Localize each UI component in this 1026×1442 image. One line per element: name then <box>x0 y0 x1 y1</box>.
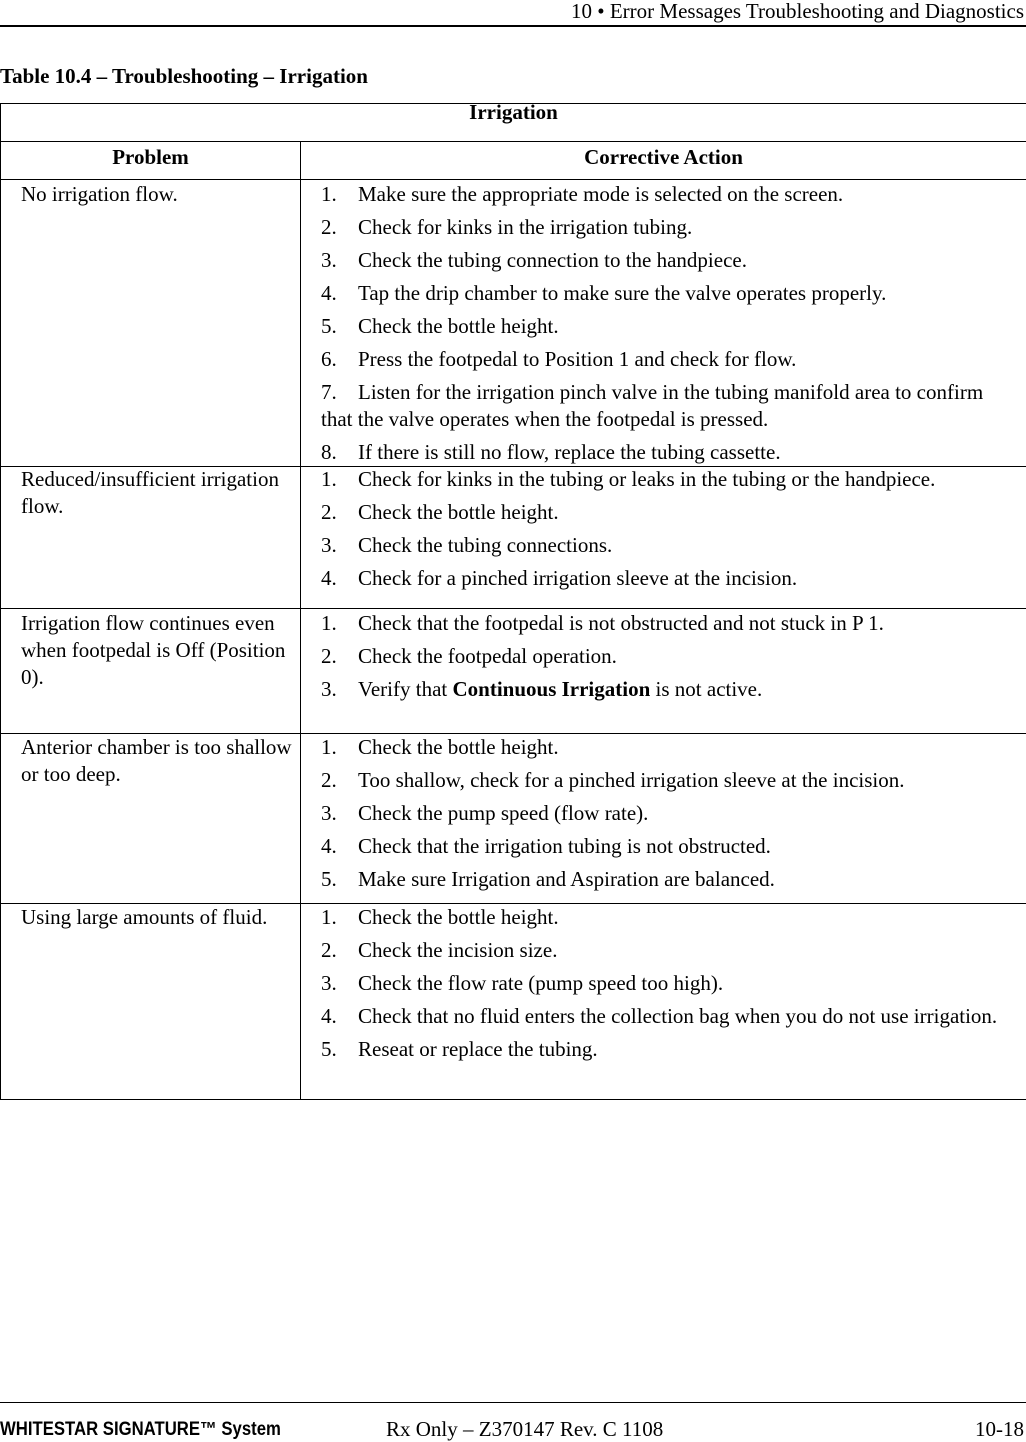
step-number: 3. <box>321 971 337 995</box>
list-item <box>321 767 1018 794</box>
action-cell <box>301 467 1026 609</box>
problem-cell <box>1 467 301 609</box>
header-rule <box>0 25 1026 27</box>
step-text: If there is still no flow, replace the tubing cassette. <box>358 440 781 464</box>
list-item <box>321 833 1018 860</box>
list-item <box>321 499 1018 526</box>
list-item <box>321 866 1018 893</box>
table-group-header-row <box>1 104 1026 142</box>
step-number: 4. <box>321 1004 337 1028</box>
group-header <box>1 100 1026 142</box>
step-number: 1. <box>321 467 337 491</box>
action-cell <box>301 180 1026 467</box>
list-item <box>321 676 1018 703</box>
step-text: Check the tubing connection to the handpiece. <box>358 248 747 272</box>
problem-text: Reduced/insufficient irrigation flow. <box>21 467 279 518</box>
column-header-problem <box>1 142 301 180</box>
action-cell <box>301 904 1026 1100</box>
footer-page-number: 10-18 <box>975 1417 1024 1441</box>
step-text: Check the bottle height. <box>358 905 559 929</box>
table-row <box>1 180 1026 467</box>
problem-text: Using large amounts of fluid. <box>21 905 268 929</box>
step-number: 4. <box>321 566 337 590</box>
table-row <box>1 609 1026 734</box>
step-number: 5. <box>321 867 337 891</box>
step-number: 1. <box>321 182 337 206</box>
step-number: 3. <box>321 677 337 701</box>
footer-rule <box>0 1402 1026 1403</box>
step-text: Check that the footpedal is not obstructed and not stuck in P 1. <box>358 611 884 635</box>
step-number: 1. <box>321 735 337 759</box>
step-number: 5. <box>321 1037 337 1061</box>
step-number: 7. <box>321 380 337 404</box>
action-list <box>321 734 1018 893</box>
problem-text: Irrigation flow continues even when footpedal is Off (Position 0). <box>21 611 286 689</box>
step-text: Check for kinks in the tubing or leaks in the tubing or the handpiece. <box>358 467 936 491</box>
step-text: Too shallow, check for a pinched irrigation sleeve at the incision. <box>358 768 905 792</box>
list-item <box>321 280 1018 307</box>
problem-cell <box>1 734 301 904</box>
step-text: Verify that <box>358 677 453 701</box>
step-number: 3. <box>321 248 337 272</box>
step-text: is not active. <box>650 677 763 701</box>
step-text: Press the footpedal to Position 1 and check for flow. <box>358 347 797 371</box>
step-number: 3. <box>321 533 337 557</box>
table-row <box>1 904 1026 1100</box>
problem-cell <box>1 904 301 1100</box>
list-item <box>321 214 1018 241</box>
troubleshooting-table <box>0 100 1026 1100</box>
step-text: Check the footpedal operation. <box>358 644 617 668</box>
list-item <box>321 247 1018 274</box>
running-header: 10 • Error Messages Troubleshooting and Diagnostics <box>571 0 1024 23</box>
action-cell <box>301 609 1026 734</box>
step-text: Check that no fluid enters the collection bag when you do not use irrigation. <box>358 1004 998 1028</box>
footer-document-number: Rx Only – Z370147 Rev. C 1108 <box>386 1417 664 1441</box>
step-number: 8. <box>321 440 337 464</box>
column-header-label: Problem <box>112 145 189 169</box>
table-row <box>1 467 1026 609</box>
list-item <box>321 313 1018 340</box>
problem-cell <box>1 609 301 734</box>
step-number: 2. <box>321 768 337 792</box>
step-text: Check the bottle height. <box>358 735 559 759</box>
column-header-corrective-action <box>301 142 1026 180</box>
step-text: Reseat or replace the tubing. <box>358 1037 598 1061</box>
step-text: Make sure the appropriate mode is selected on the screen. <box>358 182 844 206</box>
group-header-label: Irrigation <box>469 100 558 124</box>
step-text-emphasis: Continuous Irrigation <box>452 677 651 701</box>
list-item <box>321 937 1018 964</box>
table-column-header-row <box>1 142 1026 180</box>
list-item <box>321 181 1018 208</box>
step-number: 4. <box>321 834 337 858</box>
column-header-label: Corrective Action <box>584 145 743 169</box>
list-item <box>321 610 1018 637</box>
step-text: Check the flow rate (pump speed too high). <box>358 971 724 995</box>
footer-product-name: WHITESTAR SIGNATURE™ System <box>0 1419 281 1440</box>
step-number: 1. <box>321 611 337 635</box>
step-text: Check for a pinched irrigation sleeve at the incision. <box>358 566 798 590</box>
list-item <box>321 1003 1018 1030</box>
list-item <box>321 466 1018 493</box>
step-number: 6. <box>321 347 337 371</box>
table-title: Table 10.4 – Troubleshooting – Irrigation <box>0 64 368 88</box>
problem-cell <box>1 180 301 467</box>
step-number: 2. <box>321 938 337 962</box>
table-row <box>1 734 1026 904</box>
step-text: Tap the drip chamber to make sure the valve operates properly. <box>358 281 887 305</box>
action-list <box>321 610 1018 703</box>
step-number: 2. <box>321 644 337 668</box>
list-item <box>321 970 1018 997</box>
list-item <box>321 346 1018 373</box>
list-item <box>321 1036 1018 1063</box>
step-number: 1. <box>321 905 337 929</box>
step-number: 3. <box>321 801 337 825</box>
step-text: Make sure Irrigation and Aspiration are balanced. <box>358 867 775 891</box>
step-text: Check the bottle height. <box>358 500 559 524</box>
problem-text: Anterior chamber is too shallow or too deep. <box>21 735 292 786</box>
list-item <box>321 379 1018 433</box>
step-number: 2. <box>321 500 337 524</box>
step-text: Check the tubing connections. <box>358 533 613 557</box>
step-number: 5. <box>321 314 337 338</box>
action-list <box>321 466 1018 592</box>
step-text: Check that the irrigation tubing is not obstructed. <box>358 834 771 858</box>
list-item <box>321 734 1018 761</box>
action-list <box>321 181 1018 466</box>
action-list <box>321 904 1018 1063</box>
step-text: Listen for the irrigation pinch valve in the tubing manifold area to confirm that the valve operates when the footpedal is pressed. <box>321 380 984 431</box>
action-cell <box>301 734 1026 904</box>
step-text: Check the bottle height. <box>358 314 559 338</box>
list-item <box>321 800 1018 827</box>
step-number: 4. <box>321 281 337 305</box>
step-text: Check for kinks in the irrigation tubing. <box>358 215 693 239</box>
list-item <box>321 439 1018 466</box>
list-item <box>321 532 1018 559</box>
list-item <box>321 904 1018 931</box>
list-item <box>321 565 1018 592</box>
list-item <box>321 643 1018 670</box>
step-number: 2. <box>321 215 337 239</box>
step-text: Check the incision size. <box>358 938 558 962</box>
step-text: Check the pump speed (flow rate). <box>358 801 649 825</box>
problem-text: No irrigation flow. <box>21 182 178 206</box>
